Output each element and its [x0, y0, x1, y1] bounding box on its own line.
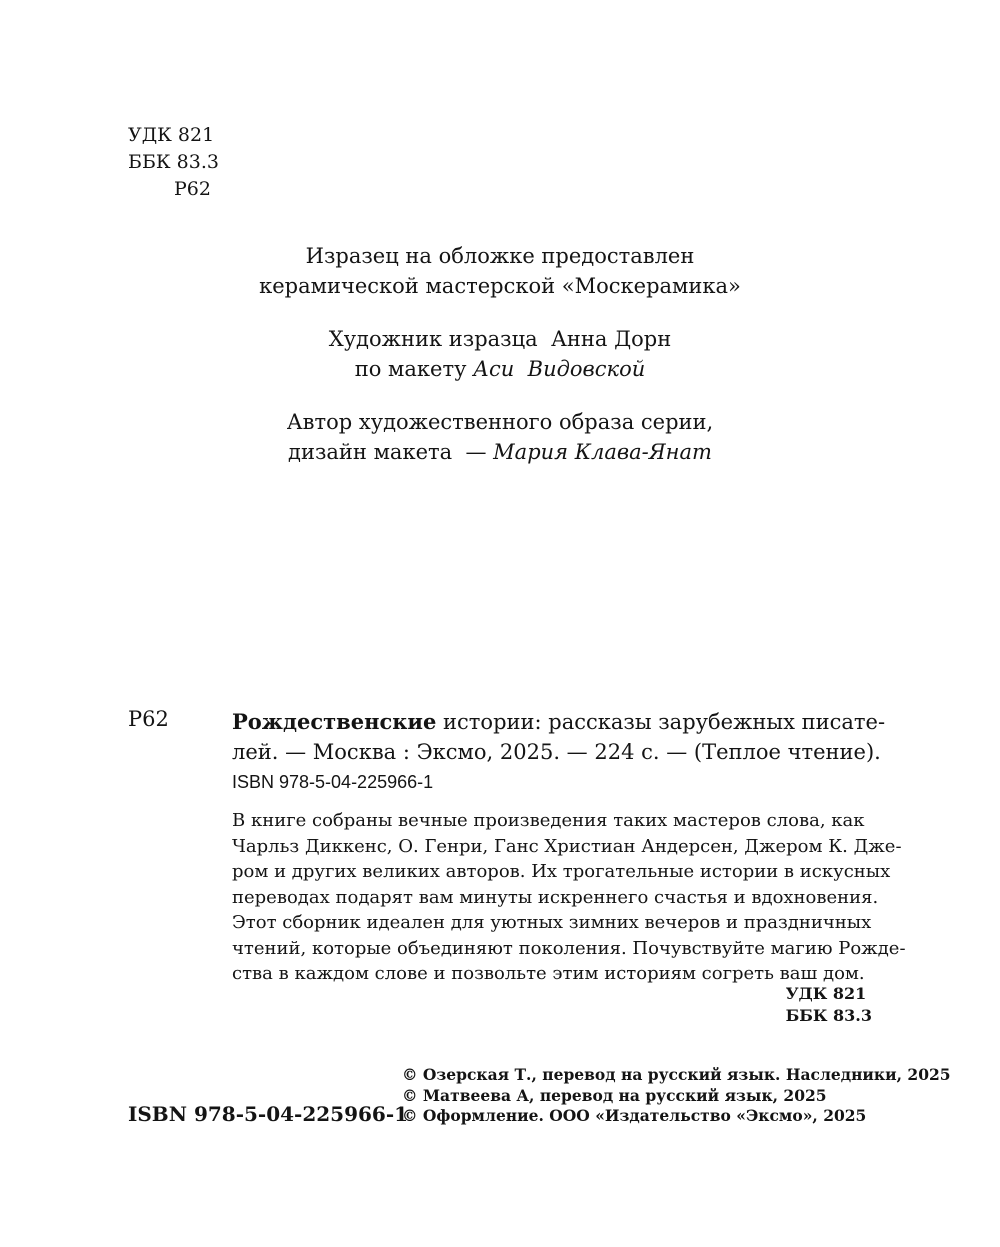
copyright-block — [402, 1065, 951, 1127]
artist-credit-line2 — [0, 354, 1000, 384]
author-mark: Р62 — [174, 178, 211, 200]
annotation — [232, 808, 906, 987]
artist-credit-prefix: по макету — [354, 357, 474, 381]
annotation-line: Этот сборник идеален для уютных зимних вечеров и праздничных — [232, 912, 872, 933]
bbk-code-right: ББК 83.3 — [785, 1006, 872, 1025]
bibliographic-line1 — [232, 707, 886, 737]
classification-codes-right — [786, 983, 872, 1027]
udk-code: УДК 821 — [128, 124, 215, 146]
tile-credit — [0, 241, 1000, 301]
annotation-line: В книге собраны вечные произведения таких мастеров слова, как — [232, 810, 865, 831]
isbn-entry: ISBN 978-5-04-225966-1 — [232, 772, 434, 792]
copyright-line: © Оформление. ООО «Издательство «Эксмо», 2025 — [402, 1106, 867, 1125]
annotation-line: ром и других великих авторов. Их трогательные истории в искусных — [232, 861, 891, 882]
series-credit — [0, 407, 1000, 467]
annotation-line: Чарльз Диккенс, О. Генри, Ганс Христиан Андерсен, Джером К. Дже- — [232, 835, 902, 857]
copyright-line: © Озерская Т., перевод на русский язык. Наследники, 2025 — [402, 1065, 951, 1084]
series-credit-prefix: дизайн макета — — [288, 440, 494, 464]
annotation-line: чтений, которые объединяют поколения. Почувствуйте магию Рожде- — [232, 937, 906, 959]
isbn-main: ISBN 978-5-04-225966-1 — [128, 1102, 409, 1126]
tile-credit-line2: керамической мастерской «Москерамика» — [259, 274, 741, 298]
series-designer-name: Мария Клава-Янат — [493, 440, 712, 464]
annotation-line: переводах подарят вам минуты искреннего счастья и вдохновения. — [232, 886, 879, 908]
artist-credit — [0, 324, 1000, 384]
bibliographic-entry — [232, 707, 886, 767]
annotation-line: ства в каждом слове и позвольте этим историям согреть ваш дом. — [232, 963, 865, 984]
series-credit-line1: Автор художественного образа серии, — [286, 410, 714, 434]
bibliographic-line2: лей. — Москва : Эксмо, 2025. — 224 с. — (Теплое чтение). — [232, 740, 881, 764]
tile-credit-line1: Изразец на обложке предоставлен — [305, 244, 695, 268]
bbk-code: ББК 83.3 — [128, 151, 219, 173]
udk-code-right: УДК 821 — [785, 984, 867, 1003]
artist-credit-line1: Художник изразца Анна Дорн — [328, 327, 672, 351]
classification-codes — [128, 122, 219, 203]
copyright-line: © Матвеева А, перевод на русский язык, 2025 — [402, 1085, 827, 1105]
title-rest: истории: рассказы зарубежных писате- — [436, 710, 886, 734]
series-credit-line2 — [0, 437, 1000, 467]
bibliographic-mark: Р62 — [128, 707, 169, 731]
title-bold: Рождественские — [232, 709, 437, 734]
layout-author-name: Аси Видовской — [473, 357, 646, 381]
